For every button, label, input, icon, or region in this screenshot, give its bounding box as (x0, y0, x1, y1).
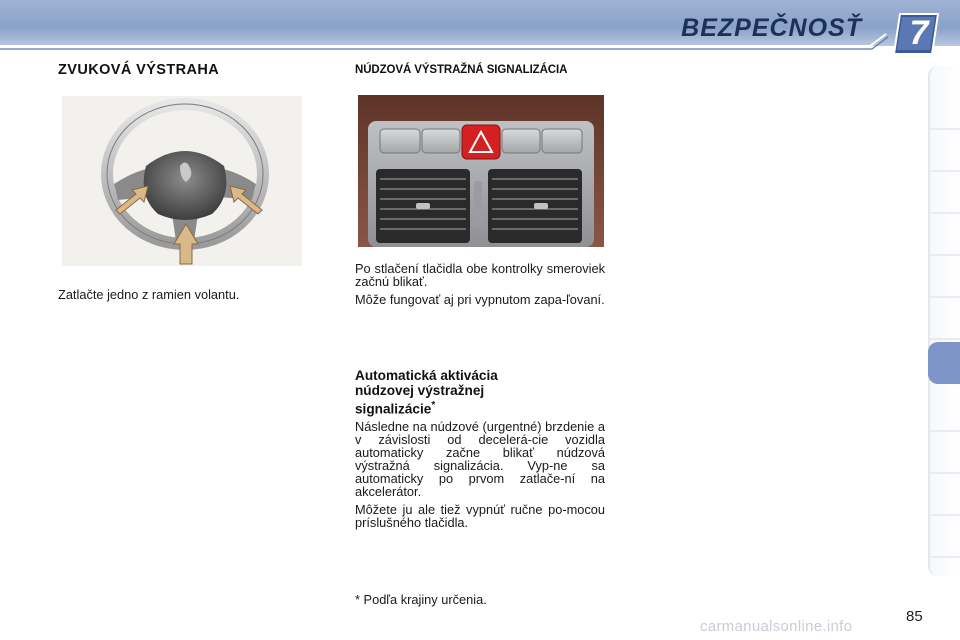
chapter-tab[interactable] (930, 430, 960, 474)
chapter-tab-active[interactable] (928, 342, 960, 384)
auto-hazard-description (355, 420, 605, 534)
auto-hazard-subtitle-text: Automatická aktivácia núdzovej výstražnej signalizácie (355, 368, 498, 417)
auto-hazard-footnote-mark: * (431, 400, 436, 411)
hazard-console-photo (358, 95, 604, 247)
steering-wheel-icon (62, 96, 302, 266)
page-number: 85 (906, 608, 923, 625)
chapter-tab[interactable] (930, 86, 960, 130)
hazard-section-title: NÚDZOVÁ VÝSTRAŽNÁ SIGNALIZÁCIA (355, 64, 568, 76)
dashboard-console-icon (358, 95, 604, 247)
chapter-tab[interactable] (930, 128, 960, 172)
chapter-title: BEZPEČNOSŤ (681, 14, 862, 42)
auto-hazard-paragraph-2: Môžete ju ale tiež vypnúť ručne po-mocou príslušného tlačidla. (355, 502, 605, 530)
chapter-tab[interactable] (930, 254, 960, 298)
chapter-number: 7 (909, 14, 929, 52)
steering-wheel-illustration (62, 96, 302, 266)
hazard-paragraph-1: Po stlačení tlačidla obe kontrolky smeroviek začnú blikať. (355, 261, 605, 289)
hazard-paragraph-2: Môže fungovať aj pri vypnutom zapa-ľovaní. (355, 292, 605, 307)
chapter-tab-strip (928, 66, 960, 576)
chapter-tab[interactable] (930, 514, 960, 558)
footnote: * Podľa krajiny určenia. (355, 592, 487, 607)
chapter-tab[interactable] (930, 296, 960, 340)
hazard-triangle-icon[interactable] (462, 125, 500, 159)
chapter-tab[interactable] (930, 170, 960, 214)
watermark: carmanualsonline.info (700, 618, 853, 635)
chapter-tab[interactable] (930, 212, 960, 256)
auto-hazard-paragraph-1: Následne na núdzové (urgentné) brzdenie a v závislosti od decelerá-cie vozidla automaticky začne blikať núdzová výstražná signalizácia. Vyp-ne sa automaticky po prvom zatlače-ní na akcelerátor. (355, 419, 605, 499)
horn-section-title: ZVUKOVÁ VÝSTRAHA (58, 62, 220, 78)
hazard-description (355, 262, 605, 311)
chapter-tab[interactable] (930, 472, 960, 516)
horn-instruction: Zatlačte jedno z ramien volantu. (58, 287, 240, 302)
chapter-tab[interactable] (930, 388, 960, 432)
auto-hazard-subtitle (355, 368, 555, 417)
